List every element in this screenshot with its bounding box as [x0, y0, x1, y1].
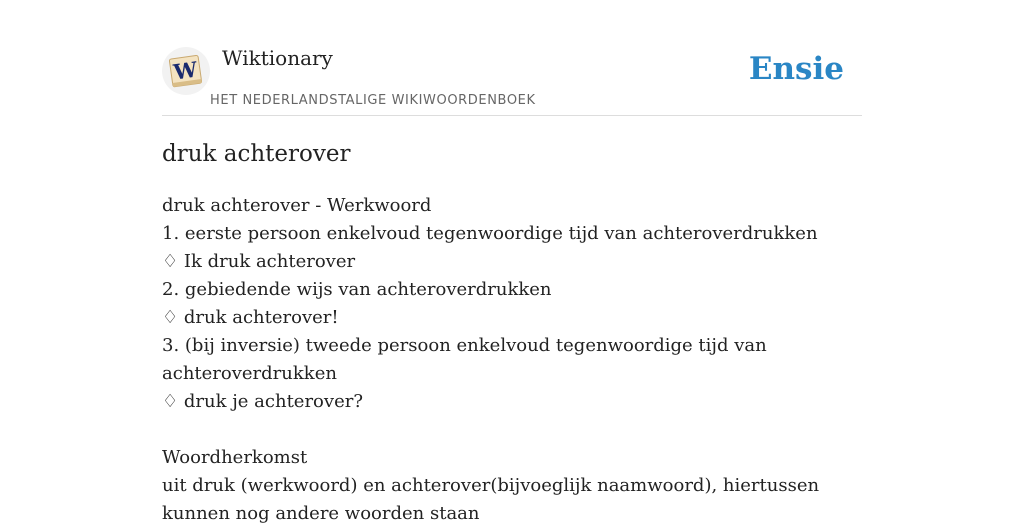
entry-heading: druk achterover - Werkwoord	[162, 195, 432, 216]
ensie-brand-link[interactable]: Ensie	[748, 51, 844, 87]
wiktionary-logo-icon[interactable]	[162, 47, 210, 95]
site-tagline: HET NEDERLANDSTALIGE WIKIWOORDENBOEK	[210, 93, 536, 108]
site-header	[162, 0, 862, 116]
example-3: ♢ druk je achterover?	[162, 391, 363, 412]
svg-text:W: W	[172, 56, 199, 85]
entry-content	[162, 192, 862, 528]
example-2: ♢ druk achterover!	[162, 307, 339, 328]
etymology-text: uit druk (werkwoord) en achterover(bijvoeglijk naamwoord), hiertussen kunnen nog andere woorden staan	[162, 475, 820, 524]
section-spacer	[162, 416, 862, 444]
site-name[interactable]: Wiktionary	[222, 46, 333, 70]
definition-1: 1. eerste persoon enkelvoud tegenwoordige tijd van achteroverdrukken	[162, 223, 818, 244]
definition-3: 3. (bij inversie) tweede persoon enkelvoud tegenwoordige tijd van achteroverdrukken	[162, 335, 767, 384]
page	[162, 0, 862, 524]
definition-2: 2. gebiedende wijs van achteroverdrukken	[162, 279, 552, 300]
example-1: ♢ Ik druk achterover	[162, 251, 356, 272]
page-title: druk achterover	[162, 141, 351, 167]
etymology-heading: Woordherkomst	[162, 447, 308, 468]
